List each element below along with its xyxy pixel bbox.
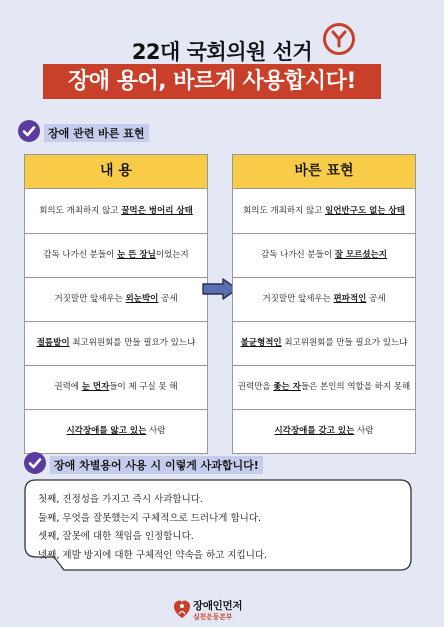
check-circle-icon	[24, 452, 46, 474]
expression-highlight: 외눈박이	[125, 294, 159, 305]
expression-text	[261, 249, 387, 261]
expression-text	[238, 381, 410, 393]
apology-step: 둘째, 무엇을 잘못했는지 구체적으로 드러나게 합니다.	[38, 512, 262, 524]
correct-expressions-list	[232, 189, 416, 454]
logo-subtitle: 실천운동본부	[193, 613, 233, 621]
expression-highlight: 꿀먹은 벙어리 상태	[121, 205, 193, 216]
expression-suffix: 사람	[146, 426, 166, 437]
apology-step: 넷째, 제발 방지에 대한 구체적인 약속을 하고 지킵니다.	[38, 549, 268, 561]
expression-text	[37, 337, 196, 349]
expression-text	[67, 425, 166, 437]
expression-suffix: 이었는지	[155, 250, 189, 261]
expression-text	[243, 205, 405, 217]
expression-row	[233, 189, 415, 233]
expression-row	[25, 321, 207, 365]
expression-prefix: 거짓말만 앞세우는	[54, 294, 126, 305]
expression-text	[262, 293, 385, 305]
apology-steps	[38, 491, 398, 565]
expression-suffix: 사람	[354, 426, 374, 437]
section-heading-expressions: 장애 관련 바른 표현	[44, 124, 149, 142]
expression-highlight: 잘 모르셨는지	[334, 250, 388, 261]
expression-suffix: 공세	[158, 294, 178, 305]
expression-row	[233, 365, 415, 409]
expression-suffix: 최고위원회를 만들 필요가 있느냐	[281, 338, 408, 349]
logo-icon	[173, 599, 191, 619]
expression-prefix: 회의도 개최하지 않고	[243, 205, 326, 216]
expression-text	[39, 205, 193, 217]
column-header-content: 내 용	[24, 154, 208, 189]
expression-suffix: 최고위원회를 만들 필요가 있느냐	[69, 338, 196, 349]
expression-prefix: 권력에	[54, 382, 82, 393]
expression-highlight: 눈 뜬 장님	[117, 250, 156, 261]
page-title: 22대 국회의원 선거	[131, 40, 313, 64]
expression-prefix: 감독 나가신 분들이	[260, 250, 335, 261]
expression-row	[233, 321, 415, 365]
title-banner: 장애 용어, 바르게 사용합시다!	[43, 64, 381, 99]
apology-step: 셋째, 잘못에 대한 책임을 인정합니다.	[38, 531, 194, 542]
check-circle-icon	[18, 120, 40, 142]
original-expressions-table	[24, 154, 208, 454]
expression-prefix: 권력만을	[237, 382, 274, 393]
expression-prefix: 감독 나가신 분들이	[43, 250, 118, 261]
expression-row	[25, 233, 207, 277]
expression-suffix: 들은 본인의 역할을 하지 못해	[300, 382, 411, 393]
expression-row	[25, 277, 207, 321]
section-heading-apology: 장애 차별용어 사용 시 이렇게 사과합니다!	[50, 456, 263, 474]
expression-highlight: 불균형적인	[240, 338, 282, 349]
column-header-correct: 바른 표현	[232, 154, 416, 189]
correct-expressions-table	[232, 154, 416, 454]
expression-suffix: 들이 제 구실 못 해	[109, 382, 178, 393]
expression-highlight: 시각장애를 앓고 있는	[66, 426, 147, 437]
expression-highlight: 절름발이	[36, 338, 70, 349]
apology-step: 첫째, 진정성을 가지고 즉시 사과합니다.	[38, 494, 203, 505]
logo-name: 장애인먼저	[193, 600, 243, 612]
expression-row	[25, 409, 207, 453]
expression-prefix: 회의도 개최하지 않고	[39, 205, 122, 216]
expression-row	[233, 409, 415, 453]
expression-highlight: 좇는 자	[273, 382, 301, 393]
vote-stamp-icon	[322, 22, 356, 56]
expression-suffix: 공세	[366, 294, 386, 305]
expression-row	[233, 233, 415, 277]
expression-highlight: 눈 먼자	[81, 382, 110, 393]
expression-prefix: 거짓말만 앞세우는	[262, 294, 334, 305]
expression-text	[241, 337, 408, 349]
original-expressions-list	[24, 189, 208, 454]
expression-highlight: 일언반구도 없는 상태	[325, 205, 405, 216]
expression-highlight: 시각장애를 갖고 있는	[274, 426, 355, 437]
expression-row	[25, 365, 207, 409]
expression-highlight: 편파적인	[333, 294, 367, 305]
expression-text	[54, 293, 177, 305]
expression-row	[233, 277, 415, 321]
expression-text	[43, 249, 188, 261]
expression-row	[25, 189, 207, 233]
expression-text	[275, 425, 374, 437]
expression-text	[54, 381, 177, 393]
